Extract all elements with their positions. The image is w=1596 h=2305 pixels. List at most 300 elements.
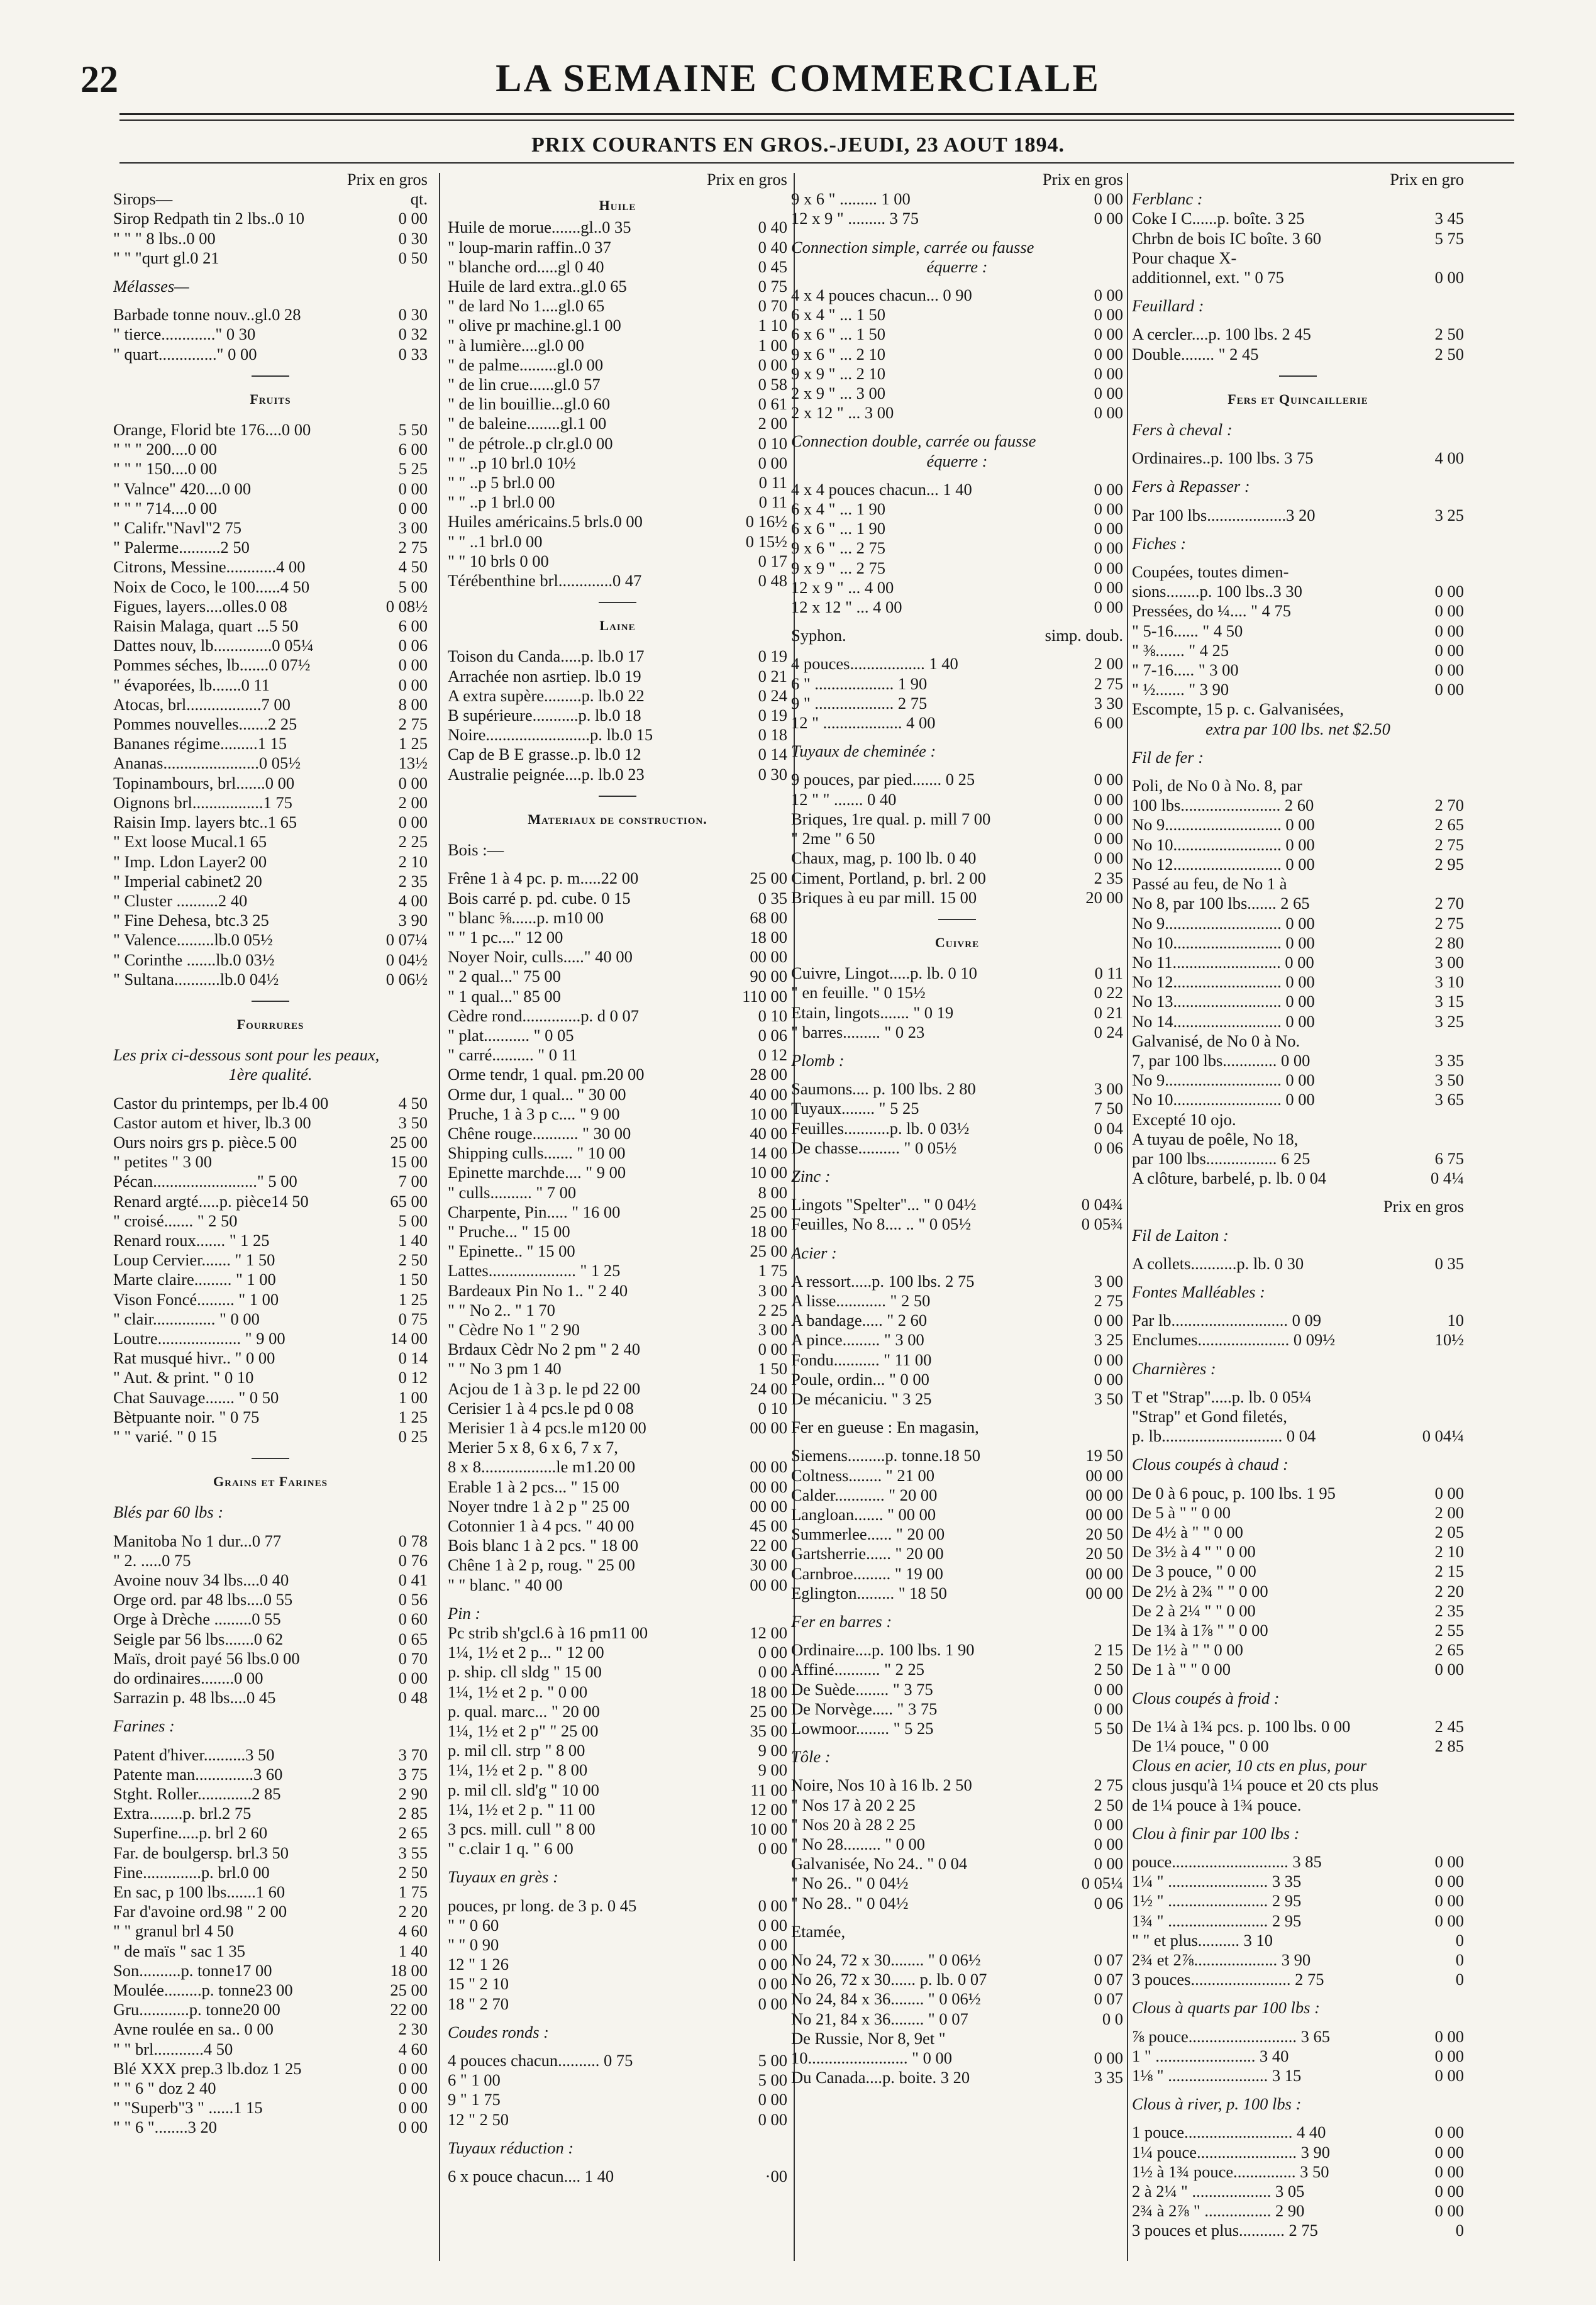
price-row bbox=[113, 1570, 428, 1590]
price-row bbox=[791, 1311, 1123, 1330]
centered-note: 1ère qualité. bbox=[228, 1065, 313, 1084]
item-description: " de baleine........gl.1 00 bbox=[448, 414, 607, 433]
item-price: 45 00 bbox=[750, 1516, 787, 1535]
item-price: 25 00 bbox=[390, 1132, 428, 1152]
price-row bbox=[791, 2068, 1123, 2087]
item-description: " " granul brl 4 50 bbox=[113, 1921, 234, 1941]
price-row bbox=[113, 1133, 428, 1152]
item-description: No 12.......................... 0 00 bbox=[1132, 972, 1315, 992]
item-price: 0 00 bbox=[398, 2079, 428, 2098]
price-row bbox=[448, 1536, 787, 1555]
item-description: " Imperial cabinet2 20 bbox=[113, 871, 262, 891]
item-price: 3 25 bbox=[1434, 505, 1464, 525]
item-price: 2 75 bbox=[1094, 1291, 1123, 1310]
price-row bbox=[791, 1330, 1123, 1350]
item-description: " " et plus.......... 3 10 bbox=[1132, 1930, 1273, 1950]
item-price: ·00 bbox=[765, 2167, 787, 2186]
item-price: 5 25 bbox=[398, 459, 428, 479]
spacer bbox=[791, 1158, 1123, 1167]
item-description: Bois blanc 1 à 2 pcs. " 18 00 bbox=[448, 1536, 639, 1555]
price-row bbox=[113, 1250, 428, 1270]
price-row bbox=[1132, 170, 1464, 189]
item-price: 2 75 bbox=[1434, 835, 1464, 854]
price-row bbox=[113, 734, 428, 753]
item-description: De 1½ à " " 0 00 bbox=[1132, 1640, 1243, 1660]
price-row bbox=[448, 908, 787, 928]
price-row bbox=[1132, 1640, 1464, 1660]
price-row bbox=[448, 1124, 787, 1143]
item-price: 0 00 bbox=[398, 655, 428, 675]
item-price: 68 00 bbox=[750, 908, 787, 927]
item-price: 0 00 bbox=[758, 1994, 787, 2013]
item-price: 4 00 bbox=[398, 891, 428, 910]
item-price: 0 04¼ bbox=[1422, 1426, 1464, 1446]
price-row bbox=[1132, 2221, 1464, 2240]
item-description: A lisse............ " 2 50 bbox=[791, 1291, 931, 1310]
price-row bbox=[113, 577, 428, 597]
item-description: Orme tendr, 1 qual. pm.20 00 bbox=[448, 1065, 645, 1084]
item-description: " " brl............4 50 bbox=[113, 2039, 233, 2058]
item-description: " 2. .....0 75 bbox=[113, 1550, 191, 1570]
item-description bbox=[791, 170, 1038, 189]
item-description: Merier 5 x 8, 6 x 6, 7 x 7, bbox=[448, 1438, 618, 1457]
price-row bbox=[791, 170, 1123, 189]
item-price: 0 00 bbox=[758, 1915, 787, 1935]
item-description bbox=[448, 170, 702, 189]
item-description: 2 x 9 " ... 3 00 bbox=[791, 384, 885, 403]
price-row bbox=[1132, 1197, 1464, 1216]
price-row bbox=[448, 1418, 787, 1438]
item-description: Summerlee...... " 20 00 bbox=[791, 1525, 945, 1544]
item-price: 2 05 bbox=[1434, 1522, 1464, 1541]
price-row bbox=[113, 2118, 428, 2137]
spacer bbox=[791, 733, 1123, 741]
price-row bbox=[1132, 1130, 1464, 1149]
item-description: " " " 714....0 00 bbox=[113, 498, 217, 518]
item-description: " plat........... " 0 05 bbox=[448, 1025, 574, 1045]
price-row bbox=[448, 316, 787, 335]
item-price: 0 00 bbox=[758, 453, 787, 472]
page-number: 22 bbox=[80, 58, 118, 100]
price-row bbox=[448, 434, 787, 453]
item-price: 00 00 bbox=[750, 1496, 787, 1516]
subsection-label: Farines : bbox=[113, 1716, 175, 1736]
item-price: 3 75 bbox=[398, 1764, 428, 1784]
item-price: 2 65 bbox=[1434, 815, 1464, 835]
item-description: 1¼ pouce........................ 3 90 bbox=[1132, 2142, 1331, 2162]
price-row bbox=[448, 1183, 787, 1202]
item-price: 19 50 bbox=[1085, 1446, 1123, 1465]
price-row bbox=[113, 170, 428, 189]
item-description: 1¼, 1½ et 2 p... " 12 00 bbox=[448, 1643, 604, 1662]
item-price: 3 50 bbox=[398, 1113, 428, 1132]
item-description: " Cluster ..........2 40 bbox=[113, 891, 248, 910]
item-description: Pressées, do ¼.... " 4 75 bbox=[1132, 601, 1291, 621]
subsection-label: Fiches : bbox=[1132, 533, 1187, 553]
price-row bbox=[791, 1796, 1123, 1815]
price-row bbox=[113, 229, 428, 248]
item-price: 10½ bbox=[1434, 1330, 1464, 1350]
item-price: 3 25 bbox=[1434, 1011, 1464, 1031]
item-description: 1¼, 1½ et 2 p. " 0 00 bbox=[448, 1682, 588, 1701]
item-description: " Fine Dehesa, btc.3 25 bbox=[113, 911, 269, 930]
item-price: 18 00 bbox=[750, 927, 787, 947]
spacer bbox=[113, 268, 428, 277]
item-description: De Suède........ " 3 75 bbox=[791, 1679, 933, 1699]
item-description: No 9............................ 0 00 bbox=[1132, 913, 1315, 933]
item-description: 6 " ................... 1 90 bbox=[791, 674, 928, 693]
section-divider bbox=[252, 1001, 289, 1002]
subsection-label: Mélasses— bbox=[113, 277, 189, 296]
item-description: 18 " 2 70 bbox=[448, 1994, 509, 2013]
price-row bbox=[791, 654, 1123, 674]
item-price: 0 00 bbox=[1094, 1369, 1123, 1389]
item-price: 18 00 bbox=[750, 1221, 787, 1241]
price-row bbox=[113, 2079, 428, 2098]
item-price: 00 00 bbox=[750, 947, 787, 967]
item-description: Noix de Coco, le 100......4 50 bbox=[113, 577, 310, 596]
price-row bbox=[1132, 2066, 1464, 2086]
item-description: Seigle par 56 lbs.......0 62 bbox=[113, 1629, 284, 1648]
item-price: 0 00 bbox=[1094, 209, 1123, 228]
price-column-4 bbox=[1132, 170, 1464, 2267]
item-price: 0 06½ bbox=[385, 969, 428, 989]
spacer bbox=[791, 1738, 1123, 1747]
item-description: par 100 lbs................. 6 25 bbox=[1132, 1148, 1311, 1168]
price-row bbox=[113, 950, 428, 970]
item-description: Australie peignée....p. lb.0 23 bbox=[448, 764, 645, 784]
item-price: 3 70 bbox=[398, 1745, 428, 1764]
item-price: 5 00 bbox=[398, 1211, 428, 1230]
item-description: Cerisier 1 à 4 pcs.le pd 0 08 bbox=[448, 1398, 634, 1418]
item-description: pouces, pr long. de 3 p. 0 45 bbox=[448, 1896, 637, 1915]
spacer bbox=[791, 1603, 1123, 1612]
item-price: 0 06 bbox=[398, 636, 428, 655]
item-description: " 2 qual..." 75 00 bbox=[448, 967, 561, 986]
item-description: Ciment, Portland, p. brl. 2 00 bbox=[791, 868, 986, 887]
item-price bbox=[1459, 562, 1464, 582]
spacer bbox=[1132, 440, 1464, 448]
item-price: 0 4¼ bbox=[1431, 1169, 1464, 1188]
item-description: Calder............ " 20 00 bbox=[791, 1485, 938, 1504]
subsection-label: Clous coupés à froid : bbox=[1132, 1688, 1280, 1708]
item-price: 22 00 bbox=[750, 1536, 787, 1555]
price-row bbox=[791, 403, 1123, 423]
item-description: Pour chaque X- bbox=[1132, 248, 1237, 267]
item-description: " Pruche... " 15 00 bbox=[448, 1221, 570, 1241]
item-description: Coltness........ " 21 00 bbox=[791, 1465, 934, 1485]
price-row bbox=[448, 1896, 787, 1916]
item-description: " ½....... " 3 90 bbox=[1132, 680, 1229, 699]
price-row bbox=[113, 1152, 428, 1172]
item-price: 0 12 bbox=[398, 1368, 428, 1387]
item-description: Poli, de No 0 à No. 8, par bbox=[1132, 776, 1302, 796]
item-description: De 1 à " " 0 00 bbox=[1132, 1660, 1231, 1679]
price-row bbox=[791, 983, 1123, 1003]
spacer bbox=[1132, 739, 1464, 748]
spacer bbox=[1132, 553, 1464, 562]
price-row bbox=[113, 1941, 428, 1961]
price-row bbox=[113, 1231, 428, 1250]
price-row bbox=[1132, 1970, 1464, 1989]
price-row bbox=[1132, 2182, 1464, 2201]
price-row bbox=[448, 1359, 787, 1379]
item-price: 9 00 bbox=[758, 1741, 787, 1760]
item-price: 5 00 bbox=[758, 2070, 787, 2090]
item-description: " en feuille. " 0 15½ bbox=[791, 983, 926, 1003]
subsection-label: Les prix ci-dessous sont pour les peaux, bbox=[113, 1045, 380, 1065]
item-description: Manitoba No 1 dur...0 77 bbox=[113, 1531, 282, 1550]
price-row bbox=[113, 1688, 428, 1708]
item-price: 1 25 bbox=[398, 734, 428, 753]
item-price: 0 00 bbox=[1434, 2162, 1464, 2181]
price-row bbox=[113, 518, 428, 538]
item-price: 3 00 bbox=[758, 1280, 787, 1300]
price-row bbox=[448, 1994, 787, 2014]
item-price: Prix en gros bbox=[346, 170, 428, 189]
item-price: 0 00 bbox=[1434, 1911, 1464, 1930]
price-row bbox=[448, 552, 787, 571]
item-price: 00 00 bbox=[1085, 1465, 1123, 1485]
price-row bbox=[791, 189, 1123, 209]
section-heading: Materiaux de construction. bbox=[528, 811, 707, 827]
item-price: 0 30 bbox=[758, 764, 787, 784]
price-row bbox=[113, 2098, 428, 2118]
item-price: Prix en gros bbox=[706, 170, 787, 189]
price-row bbox=[1132, 1503, 1464, 1523]
item-price: 3 00 bbox=[1094, 1079, 1123, 1099]
item-price: 12 00 bbox=[750, 1799, 787, 1819]
item-description: " à lumière....gl.0 00 bbox=[448, 335, 584, 355]
item-price: 2 65 bbox=[398, 1823, 428, 1843]
price-row bbox=[791, 325, 1123, 344]
item-price: 2 75 bbox=[398, 714, 428, 734]
item-price: 0 00 bbox=[1094, 519, 1123, 538]
item-price: 35 00 bbox=[750, 1721, 787, 1741]
item-description: " No 26.. " 0 04½ bbox=[791, 1874, 909, 1893]
subsection-label: Fil de fer : bbox=[1132, 747, 1204, 767]
item-description: "Strap" et Gond filetés, bbox=[1132, 1406, 1287, 1426]
item-description: Du Canada....p. boite. 3 20 bbox=[791, 2068, 970, 2087]
item-price: 30 00 bbox=[750, 1555, 787, 1575]
item-price: 0 00 bbox=[1094, 1814, 1123, 1834]
price-row bbox=[448, 394, 787, 414]
item-description: De 4½ à " " 0 00 bbox=[1132, 1522, 1243, 1541]
item-description: A clôture, barbelé, p. lb. 0 04 bbox=[1132, 1169, 1327, 1188]
spacer bbox=[791, 1941, 1123, 1950]
item-description: 12 " 2 50 bbox=[448, 2109, 509, 2129]
item-description: 15 " 2 10 bbox=[448, 1974, 509, 1994]
price-row bbox=[448, 277, 787, 296]
item-description: Gru............p. tonne20 00 bbox=[113, 2000, 280, 2019]
item-price: 0 00 bbox=[758, 1935, 787, 1955]
price-row bbox=[1132, 660, 1464, 680]
price-row bbox=[448, 1623, 787, 1643]
item-price: 0 00 bbox=[1434, 2201, 1464, 2221]
item-description: De 1¼ pouce, " 0 00 bbox=[1132, 1736, 1269, 1756]
price-row bbox=[448, 967, 787, 986]
item-description: Cap de B E grasse..p. lb.0 12 bbox=[448, 745, 641, 764]
item-description: 1 pouce.......................... 4 40 bbox=[1132, 2123, 1326, 2142]
item-price: 0 00 bbox=[1094, 1835, 1123, 1854]
price-row bbox=[448, 1477, 787, 1497]
spacer bbox=[1132, 2018, 1464, 2027]
item-description: " " 0 60 bbox=[448, 1915, 499, 1935]
item-price: 0 00 bbox=[1094, 305, 1123, 325]
item-description: " " ..p 10 brl.0 10½ bbox=[448, 453, 576, 472]
item-price: 0 00 bbox=[398, 479, 428, 498]
price-row bbox=[448, 745, 787, 764]
item-price: 2 50 bbox=[1094, 1795, 1123, 1814]
item-price: 0 00 bbox=[758, 1974, 787, 1994]
price-row bbox=[791, 1775, 1123, 1795]
price-row bbox=[1132, 2201, 1464, 2221]
spacer bbox=[791, 761, 1123, 770]
item-price: 3 00 bbox=[1094, 1271, 1123, 1291]
item-price: 0 76 bbox=[398, 1550, 428, 1570]
price-row bbox=[1132, 1523, 1464, 1542]
price-row bbox=[448, 492, 787, 512]
price-row bbox=[448, 1819, 787, 1839]
item-description: 3 pouces........................ 2 75 bbox=[1132, 1970, 1324, 1989]
item-price: 3 45 bbox=[1434, 209, 1464, 228]
item-price: 4 50 bbox=[398, 1093, 428, 1113]
price-row bbox=[113, 1863, 428, 1882]
item-price: 2 15 bbox=[1434, 1562, 1464, 1581]
item-price: 7 00 bbox=[398, 1172, 428, 1191]
subsection-label: Fers à Repasser : bbox=[1132, 477, 1250, 496]
item-description: Stght. Roller.............2 85 bbox=[113, 1784, 281, 1804]
item-price: 5 75 bbox=[1434, 228, 1464, 248]
price-list-subtitle: PRIX COURANTS EN GROS.-JEUDI, 23 AOUT 1894. bbox=[531, 133, 1065, 157]
spacer bbox=[1132, 1245, 1464, 1254]
price-row bbox=[113, 1309, 428, 1329]
price-row bbox=[791, 1835, 1123, 1854]
item-price: 2 75 bbox=[398, 538, 428, 557]
item-description: No 10.......................... 0 00 bbox=[1132, 835, 1315, 854]
price-row bbox=[448, 1682, 787, 1702]
item-price: 2 55 bbox=[1434, 1621, 1464, 1640]
item-description: Charpente, Pin..... " 16 00 bbox=[448, 1202, 621, 1221]
item-price: 0 15½ bbox=[745, 531, 787, 551]
item-description: 9 x 9 " ... 2 10 bbox=[791, 364, 885, 383]
item-description: 12 " ................... 4 00 bbox=[791, 713, 936, 733]
item-price: 5 00 bbox=[758, 2051, 787, 2070]
price-row bbox=[1132, 582, 1464, 601]
item-description: 1½ à 1¾ pouce............... 3 50 bbox=[1132, 2162, 1329, 2181]
item-price: 0 35 bbox=[758, 888, 787, 908]
item-price: 0 00 bbox=[1094, 286, 1123, 305]
price-row bbox=[1132, 2162, 1464, 2182]
item-price: 0 30 bbox=[398, 228, 428, 248]
price-column-1 bbox=[113, 170, 428, 2267]
subsection-label: Zinc : bbox=[791, 1166, 831, 1186]
price-row bbox=[448, 889, 787, 908]
price-row bbox=[113, 1551, 428, 1570]
item-description: Bètpuante noir. " 0 75 bbox=[113, 1407, 260, 1426]
item-price: 0 35 bbox=[1434, 1253, 1464, 1273]
item-description: Coupées, toutes dimen- bbox=[1132, 562, 1289, 582]
price-row bbox=[448, 1643, 787, 1662]
item-description: Chêne 1 à 2 p, roug. " 25 00 bbox=[448, 1555, 635, 1575]
item-price: 40 00 bbox=[750, 1084, 787, 1104]
price-row bbox=[791, 1584, 1123, 1603]
price-row bbox=[113, 1804, 428, 1823]
item-price: 6 00 bbox=[398, 440, 428, 459]
price-row bbox=[791, 1099, 1123, 1118]
item-description: En sac, p 100 lbs.......1 60 bbox=[113, 1882, 285, 1902]
item-description: 4 x 4 pouces chacun... 1 40 bbox=[791, 479, 972, 499]
spacer bbox=[1132, 1446, 1464, 1455]
price-row bbox=[791, 1138, 1123, 1158]
item-price: 0 bbox=[1455, 1950, 1464, 1970]
item-price: 2 20 bbox=[398, 1902, 428, 1921]
centered-note: extra par 100 lbs. net $2.50 bbox=[1205, 719, 1390, 738]
item-price bbox=[1459, 1130, 1464, 1149]
item-description: Chat Sauvage....... " 0 50 bbox=[113, 1387, 279, 1407]
price-row bbox=[448, 1222, 787, 1241]
item-price: 0 00 bbox=[758, 1340, 787, 1359]
item-price: 110 00 bbox=[742, 986, 787, 1006]
price-row bbox=[448, 987, 787, 1006]
item-description: sions........p. 100 lbs..3 30 bbox=[1132, 582, 1302, 601]
item-price: 2 50 bbox=[1434, 325, 1464, 344]
price-row bbox=[1132, 621, 1464, 641]
price-row bbox=[791, 1894, 1123, 1913]
item-price: 6 75 bbox=[1434, 1148, 1464, 1168]
item-description: Saumons.... p. 100 lbs. 2 80 bbox=[791, 1079, 976, 1099]
item-description: Superfine.....p. brl 2 60 bbox=[113, 1823, 268, 1843]
item-description: pouce............................ 3 85 bbox=[1132, 1852, 1322, 1872]
item-description: 4 pouces chacun.......... 0 75 bbox=[448, 2051, 633, 2070]
item-price: 0 00 bbox=[1094, 809, 1123, 828]
item-price: 10 00 bbox=[750, 1819, 787, 1839]
price-column-2 bbox=[448, 170, 787, 2267]
price-row bbox=[448, 1741, 787, 1760]
price-row bbox=[113, 970, 428, 989]
item-price: 2 15 bbox=[1094, 1640, 1123, 1660]
item-price: 0 bbox=[1455, 1930, 1464, 1950]
item-description: Brdaux Cèdr No 2 pm " 2 40 bbox=[448, 1340, 640, 1359]
price-row bbox=[113, 675, 428, 695]
item-description: 9 x 6 " ... 2 10 bbox=[791, 344, 885, 364]
price-row bbox=[448, 1555, 787, 1575]
price-row bbox=[1132, 1169, 1464, 1188]
spacer bbox=[791, 1767, 1123, 1775]
item-price: 0 00 bbox=[1094, 1854, 1123, 1874]
price-row bbox=[113, 189, 428, 209]
item-description: Gartsherrie...... " 20 00 bbox=[791, 1544, 944, 1564]
item-description: De Russie, Nor 8, 9et " bbox=[791, 2028, 946, 2048]
item-description: Poule, ordin... " 0 00 bbox=[791, 1369, 929, 1389]
item-description: " " " 150....0 00 bbox=[113, 459, 217, 479]
item-price: 2 85 bbox=[1434, 1736, 1464, 1756]
item-description: " c.clair 1 q. " 6 00 bbox=[448, 1839, 574, 1858]
price-row bbox=[791, 809, 1123, 829]
price-row bbox=[791, 964, 1123, 983]
item-description: Far. de boulgersp. brl.3 50 bbox=[113, 1843, 289, 1862]
item-price: 0 00 bbox=[758, 1662, 787, 1682]
item-price: 00 00 bbox=[750, 1457, 787, 1477]
spacer bbox=[1132, 287, 1464, 296]
item-price: 25 00 bbox=[750, 1701, 787, 1721]
item-price: 0 00 bbox=[1094, 538, 1123, 558]
item-description: Ours noirs grs p. pièce.5 00 bbox=[113, 1132, 297, 1152]
spacer bbox=[791, 955, 1123, 964]
item-price: 0 05¼ bbox=[1081, 1874, 1123, 1893]
item-description: 9 pouces, par pied....... 0 25 bbox=[791, 770, 975, 789]
price-column-3 bbox=[791, 170, 1123, 2267]
